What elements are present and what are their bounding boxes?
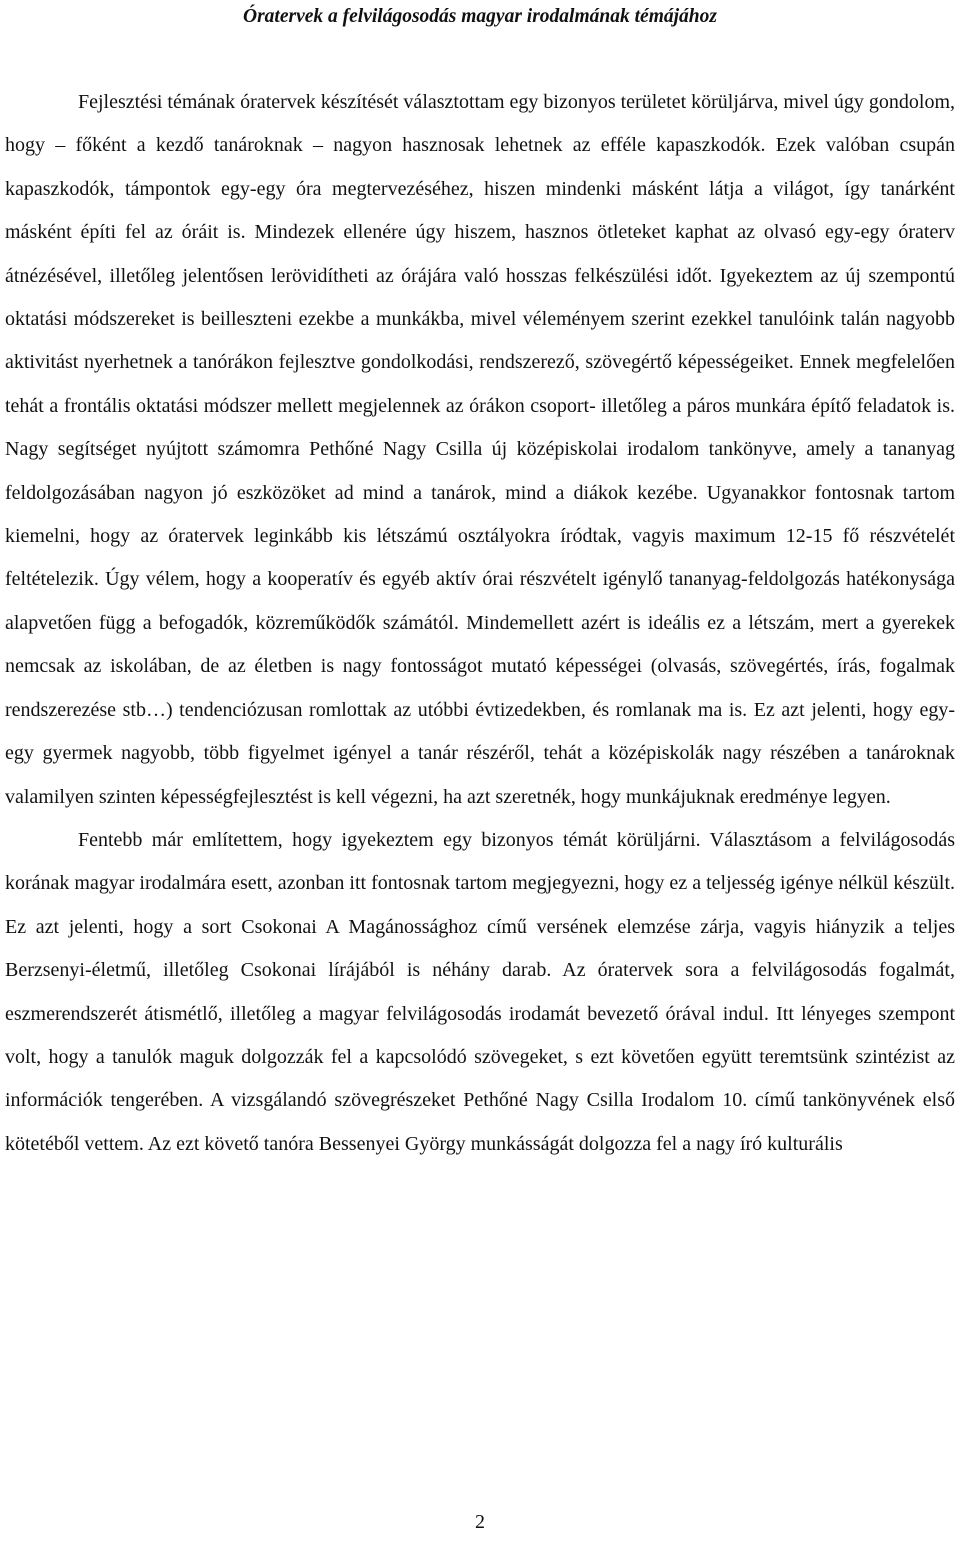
- document-title: Óratervek a felvilágosodás magyar irodalmának témájához: [243, 6, 717, 27]
- body-paragraph-2: Fentebb már említettem, hogy igyekeztem egy bizonyos témát körüljárni. Választásom a felvilágosodás korának magyar irodalmára esett, azonban itt fontosnak tartom megjegyezni, hogy ez a teljesség igénye nélkül készült. Ez azt jelenti, hogy a sort Csokonai A Magánossághoz című versének elemzése zárja, vagyis hiányzik a teljes Berzsenyi-életmű, illetőleg Csokonai lírájából is néhány darab. Az óratervek sora a felvilágosodás fogalmát, eszmerendszerét átismétlő, illetőleg a magyar felvilágosodás irodamát bevezető órával indul. Itt lényeges szempont volt, hogy a tanulók maguk dolgozzák fel a kapcsolódó szövegeket, s ezt követően együtt teremtsünk szintézist az információk tengerében. A vizsgálandó szövegrészeket Pethőné Nagy Csilla Irodalom 10. című tankönyvének első kötetéből vettem. Az ezt követő tanóra Bessenyei György munkásságát dolgozza fel a nagy író kulturális: [5, 828, 955, 1155]
- body-paragraph-1: Fejlesztési témának óratervek készítését választottam egy bizonyos területet körüljárva, mivel úgy gondolom, hogy – főként a kezdő tanároknak – nagyon hasznosak lehetnek az efféle kapaszkodók. Ezek valóban csupán kapaszkodók, támpontok egy-egy óra megtervezéséhez, hiszen mindenki másként látja a világot, így tanárként másként építi fel az óráit is. Mindezek ellenére úgy hiszem, hasznos ötleteket kaphat az olvasó egy-egy óraterv átnézésével, illetőleg jelentősen lerövidítheti az órájára való hosszas felkészülési időt. Igyekeztem az új szempontú oktatási módszereket is beilleszteni ezekbe a munkákba, mivel véleményem szerint ezekkel tanulóink talán nagyobb aktivitást nyerhetnek a tanórákon fejlesztve gondolkodási, rendszerező, szövegértő képességeiket. Ennek megfelelően tehát a frontális oktatási módszer mellett megjelennek az órákon csoport- illetőleg a páros munkára építő feladatok is. Nagy segítséget nyújtott számomra Pethőné Nagy Csilla új középiskolai irodalom tankönyve, amely a tananyag feldolgozásában nagyon jó eszközöket ad mind a tanárok, mind a diákok kezébe. Ugyanakkor fontosnak tartom kiemelni, hogy az óratervek leginkább kis létszámú osztályokra íródtak, vagyis maximum 12-15 fő részvételét feltételezik. Úgy vélem, hogy a kooperatív és egyéb aktív órai részvételt igénylő tananyag-feldolgozás hatékonysága alapvetően függ a befogadók, közreműködők számától. Mindemellett azért is ideális ez a létszám, mert a gyerekek nemcsak az iskolában, de az életben is nagy fontosságot mutató képességei (olvasás, szövegértés, írás, fogalmak rendszerezése stb…) tendenciózusan romlottak az utóbbi évtizedekben, és romlanak ma is. Ez azt jelenti, hogy egy-egy gyermek nagyobb, több figyelmet igényel a tanár részéről, tehát a középiskolák nagy részében a tanároknak valamilyen szinten képességfejlesztést is kell végezni, ha azt szeretnék, hogy munkájuknak eredménye legyen.: [5, 91, 955, 808]
- page-number: 2: [475, 1511, 485, 1533]
- document-page: [5, 0, 955, 1166]
